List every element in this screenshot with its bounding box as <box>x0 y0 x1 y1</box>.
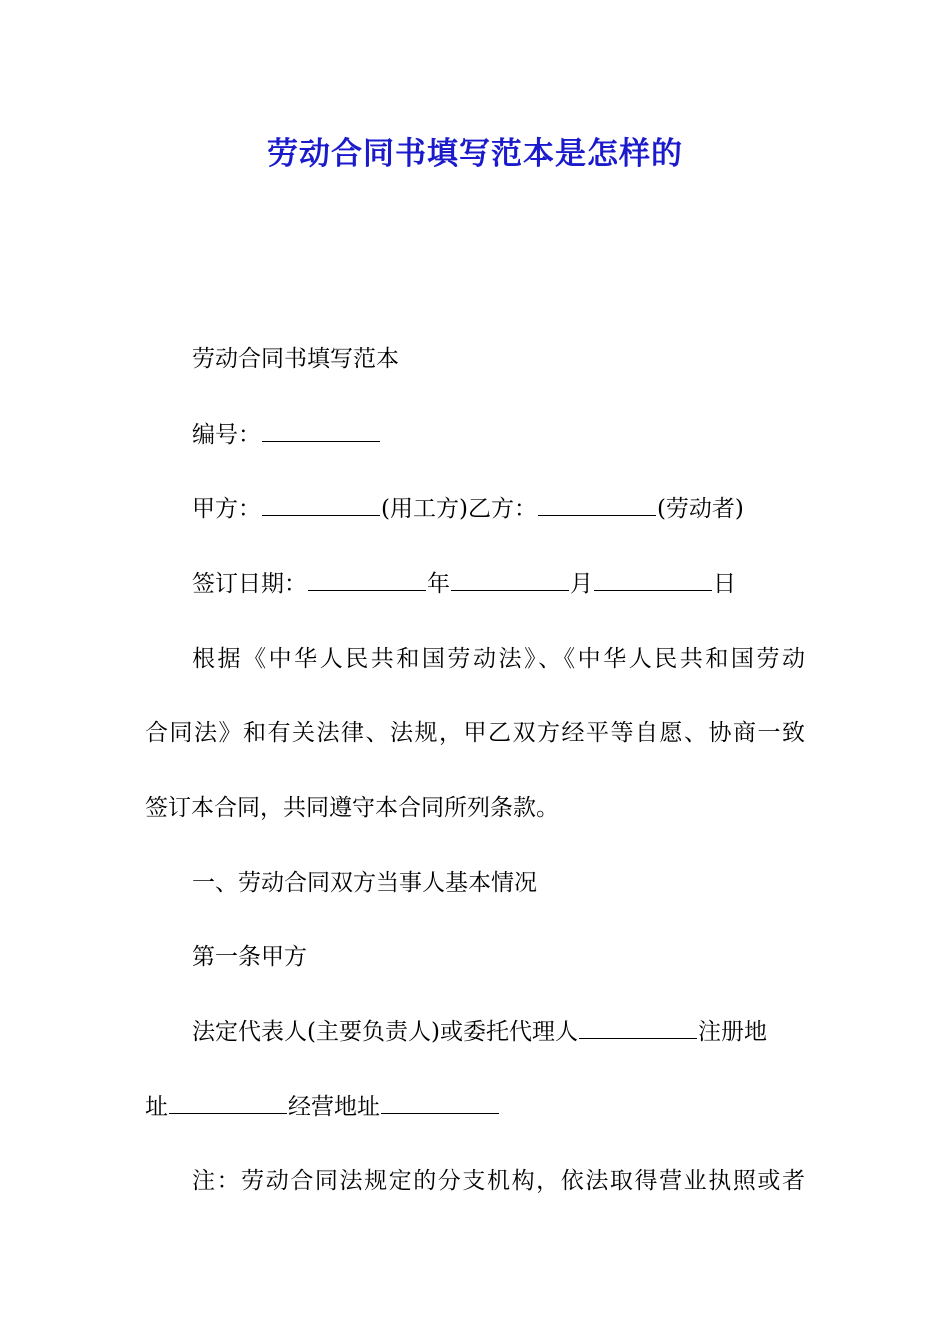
registered-address-blank <box>169 1111 287 1114</box>
paragraph-line: 合同法》和有关法律、法规，甲乙双方经平等自愿、协商一致 <box>145 720 805 746</box>
party-a-blank <box>262 513 380 516</box>
registered-address-label-cont: 址 <box>145 1094 168 1120</box>
party-b-blank <box>538 513 656 516</box>
note-line: 注：劳动合同法规定的分支机构，依法取得营业执照或者 <box>192 1168 805 1194</box>
party-a-role: (用工方)乙方： <box>381 496 537 522</box>
document-title: 劳动合同书填写范本是怎样的 <box>267 136 683 172</box>
representative-line <box>192 1017 767 1047</box>
day-blank <box>594 588 712 591</box>
representative-label: 法定代表人(主要负责人)或委托代理人 <box>192 1019 578 1045</box>
contract-number-blank <box>262 439 380 442</box>
article-heading: 第一条甲方 <box>192 944 307 970</box>
registered-address-label: 注册地 <box>697 1019 767 1045</box>
contract-number-line <box>192 420 381 450</box>
party-a-label: 甲方： <box>192 496 261 522</box>
party-b-role: (劳动者) <box>656 496 744 522</box>
contract-heading: 劳动合同书填写范本 <box>192 346 399 372</box>
month-label: 月 <box>570 571 593 597</box>
address-line <box>145 1092 500 1122</box>
representative-blank <box>579 1036 697 1039</box>
section-heading: 一、劳动合同双方当事人基本情况 <box>192 870 537 896</box>
day-label: 日 <box>713 571 736 597</box>
paragraph-line: 签订本合同，共同遵守本合同所列条款。 <box>145 795 559 821</box>
year-label: 年 <box>427 571 450 597</box>
business-address-blank <box>381 1111 499 1114</box>
year-blank <box>308 588 426 591</box>
sign-date-label: 签订日期： <box>192 571 307 597</box>
paragraph-line: 根据《中华人民共和国劳动法》、《中华人民共和国劳动 <box>192 646 805 672</box>
sign-date-line <box>192 569 736 599</box>
business-address-label: 经营地址 <box>288 1094 380 1120</box>
contract-number-label: 编号： <box>192 422 261 448</box>
month-blank <box>451 588 569 591</box>
parties-line <box>192 494 744 524</box>
